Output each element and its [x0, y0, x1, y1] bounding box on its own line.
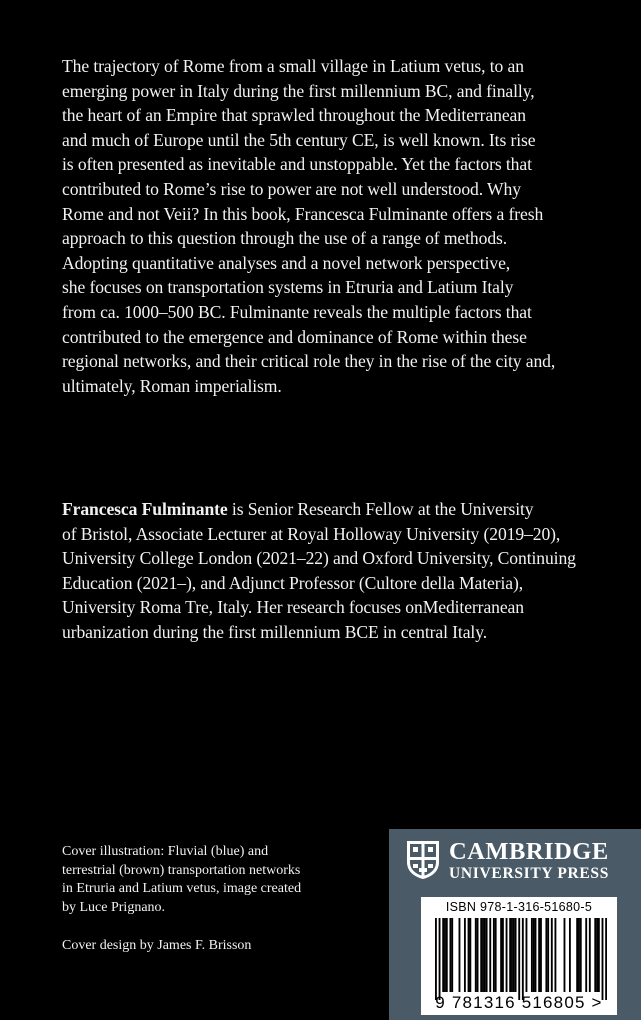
barcode-bars: [435, 918, 607, 1000]
barcode-bar: [585, 918, 587, 992]
description-line: emerging power in Italy during the first millennium BC, and finally,: [62, 80, 535, 101]
barcode-bar: [486, 918, 488, 992]
barcode-bar: [502, 918, 504, 992]
credit-line: in Etruria and Latium vetus, image created: [62, 881, 302, 896]
barcode-bar: [589, 918, 591, 992]
barcode-bar: [531, 918, 533, 992]
bio-first-line: [62, 497, 622, 522]
description-line: contributed to Rome’s rise to power are not well understood. Why: [62, 178, 521, 199]
cover-design-credit: Cover design by James F. Brisson: [62, 938, 252, 953]
description-line: the heart of an Empire that sprawled throughout the Mediterranean: [62, 105, 526, 126]
publisher-box: [389, 829, 641, 1020]
publisher-press: UNIVERSITY PRESS: [449, 865, 610, 882]
barcode-bar: [598, 918, 600, 992]
barcode-bar: [451, 918, 453, 992]
barcode-bar: [493, 918, 495, 992]
barcode-bar: [526, 918, 528, 992]
author-bio: [62, 497, 622, 645]
description-line: is often presented as inevitable and unstoppable. Yet the factors that: [62, 154, 532, 175]
barcode-bar: [500, 918, 502, 992]
barcode-bar: [439, 918, 441, 1000]
cambridge-crest-icon: [406, 840, 440, 880]
barcode-bar: [459, 918, 461, 992]
barcode-bar: [482, 918, 484, 992]
barcode-bar: [449, 918, 451, 992]
barcode-bar: [495, 918, 497, 992]
barcode-digits: 9 781316 516805 >: [435, 993, 603, 1012]
barcode-bar: [435, 918, 437, 1000]
bio-line: University College London (2021–22) and Oxford University, Continuing: [62, 548, 576, 569]
barcode-bar: [540, 918, 542, 992]
credit-line: terrestrial (brown) transportation networks: [62, 862, 301, 878]
barcode-bar: [518, 918, 520, 1000]
barcode-bar: [547, 918, 549, 992]
description-line: contributed to the emergence and dominance of Rome within these: [62, 326, 527, 347]
description-line: from ca. 1000–500 BC. Fulminante reveals the multiple factors that: [62, 301, 532, 322]
barcode-bar: [511, 918, 513, 992]
barcode-bar: [551, 918, 553, 992]
barcode-bar: [513, 918, 515, 992]
credit-line: Cover illustration: Fluvial (blue) and: [62, 844, 269, 859]
bio-first-line-rest: is Senior Research Fellow at the University: [227, 499, 534, 519]
barcode-panel: [421, 897, 617, 1015]
barcode-bar: [594, 918, 596, 992]
author-name: Francesca Fulminante: [62, 499, 228, 519]
description-line: Adopting quantitative analyses and a novel network perspective,: [62, 252, 511, 273]
bio-line: Education (2021–), and Adjunct Professor (Cultore della Materia),: [62, 572, 524, 593]
barcode-bar: [602, 918, 604, 1000]
bio-line: urbanization during the first millennium BCE in central Italy.: [62, 621, 488, 642]
barcode-bar: [469, 918, 471, 992]
barcode-bar: [596, 918, 598, 992]
description-line: and much of Europe until the 5th century CE, is well known. Its rise: [62, 129, 536, 150]
barcode-bar: [578, 918, 580, 992]
barcode-bar: [605, 918, 607, 1000]
barcode-bar: [564, 918, 566, 992]
barcode-bar: [506, 918, 508, 992]
description-line: The trajectory of Rome from a small village in Latium vetus, to an: [62, 56, 524, 76]
barcode-bar: [477, 918, 479, 992]
barcode-bar: [509, 918, 511, 992]
barcode-bar: [580, 918, 582, 992]
publisher-logo: [449, 839, 609, 882]
barcode-bar: [489, 918, 491, 992]
barcode-bar: [522, 918, 524, 1000]
barcode-bar: [480, 918, 482, 992]
barcode-bar: [444, 918, 446, 992]
barcode-bar: [464, 918, 466, 992]
description-line: regional networks, and their critical role they in the rise of the city and,: [62, 351, 556, 372]
barcode-bar: [468, 918, 470, 992]
bio-line: University Roma Tre, Italy. Her research focuses onMediterranean: [62, 597, 524, 618]
cover-illustration-credit: [62, 843, 362, 917]
description-line: approach to this question through the use of a range of methods.: [62, 228, 508, 249]
description-line: ultimately, Roman imperialism.: [62, 375, 282, 396]
barcode-bar: [569, 918, 571, 992]
barcode-bar: [446, 918, 448, 992]
description-line: Rome and not Veii? In this book, Francesca Fulminante offers a fresh: [62, 203, 544, 224]
barcode-bar: [475, 918, 477, 992]
isbn-label: ISBN 978-1-316-51680-5: [445, 900, 593, 914]
barcode-bar: [538, 918, 540, 992]
barcode-bar: [545, 918, 547, 992]
bio-remaining-lines: [62, 522, 622, 645]
credit-line: by Luce Prignano.: [62, 899, 166, 915]
publisher-name: CAMBRIDGE: [449, 838, 609, 865]
barcode-bar: [442, 918, 444, 992]
barcode-bar: [576, 918, 578, 992]
description-line: she focuses on transportation systems in Etruria and Latium Italy: [62, 277, 514, 298]
barcode-bar: [515, 918, 517, 992]
book-description: [62, 54, 622, 398]
barcode-bar: [484, 918, 486, 992]
barcode-bar: [533, 918, 535, 992]
bio-line: of Bristol, Associate Lecturer at Royal Holloway University (2019–20),: [62, 523, 561, 544]
barcode-bar: [535, 918, 537, 992]
barcode-bar: [554, 918, 556, 992]
